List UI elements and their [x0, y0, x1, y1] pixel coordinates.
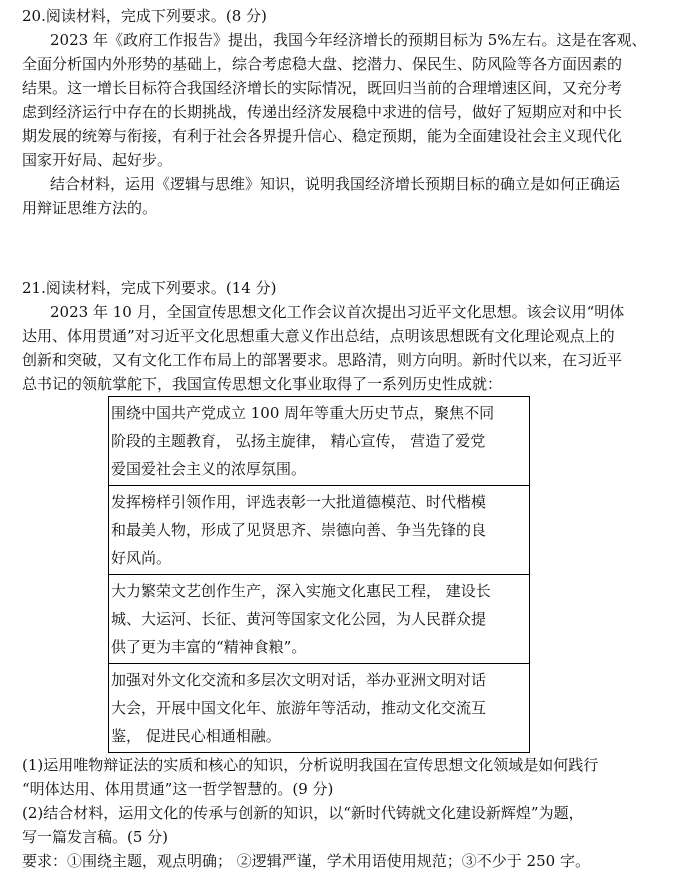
- question-21-heading: 21.阅读材料，完成下列要求。(14 分): [22, 279, 277, 297]
- cell-line: 阶段的主题教育， 弘扬主旋律， 精心宣传， 营造了爱党: [111, 432, 486, 450]
- question-20-prompt: [22, 172, 682, 220]
- achievements-table: [108, 396, 530, 753]
- sub-question-line: 写一篇发言稿。(5 分): [22, 828, 169, 846]
- table-row: [109, 575, 530, 664]
- material-line: 虑到经济运行中存在的长期挑战，传递出经济发展稳中求进的信号，做好了短期应对和中长: [22, 103, 623, 121]
- cell-line: 大会，开展中国文化年、旅游年等活动，推动文化交流互: [111, 699, 487, 717]
- question-21-material: [22, 300, 682, 396]
- table-cell: [109, 664, 530, 753]
- cell-line: 供了更为丰富的“精神食粮”。: [111, 638, 307, 656]
- cell-line: 好风尚。: [111, 549, 172, 567]
- sub-question-line: (2)结合材料，运用文化的传承与创新的知识，以“新时代铸就文化建设新辉煌”为题，: [22, 804, 584, 822]
- cell-line: 发挥榜样引领作用，评选表彰一大批道德模范、时代楷模: [111, 493, 487, 511]
- sub-question-1: [22, 753, 682, 801]
- cell-line: 加强对外文化交流和多层次文明对话，举办亚洲文明对话: [111, 671, 487, 689]
- table-cell: [109, 486, 530, 575]
- requirements: 要求：①围绕主题，观点明确； ②逻辑严谨，学术用语使用规范；③不少于 250 字。: [22, 852, 590, 870]
- material-line: 国家开好局、起好步。: [22, 151, 173, 169]
- material-line: 总书记的领航掌舵下，我国宣传思想文化事业取得了一系列历史性成就：: [22, 375, 503, 393]
- question-20: [22, 4, 682, 220]
- material-line: 结果。这一增长目标符合我国经济增长的实际情况，既回归当前的合理增速区间，又充分考: [22, 79, 623, 97]
- material-line: 2023 年《政府工作报告》提出，我国今年经济增长的预期目标为 5%左右。这是在客观、: [50, 31, 647, 49]
- cell-line: 爱国爱社会主义的浓厚氛围。: [111, 460, 307, 478]
- cell-line: 和最美人物，形成了见贤思齐、崇德向善、争当先锋的良: [111, 521, 487, 539]
- material-line: 达用、体用贯通”对习近平文化思想重大意义作出总结，点明该思想既有文化理论观点上的: [22, 327, 615, 345]
- sub-question-line: “明体达用、体用贯通”这一哲学智慧的。(9 分): [22, 780, 334, 798]
- table-cell: [109, 575, 530, 664]
- prompt-line: 结合材料，运用《逻辑与思维》知识，说明我国经济增长预期目标的确立是如何正确运: [50, 175, 621, 193]
- sub-question-line: (1)运用唯物辩证法的实质和核心的知识，分析说明我国在宣传思想文化领域是如何践行: [22, 756, 599, 774]
- prompt-line: 用辩证思维方法的。: [22, 199, 158, 217]
- question-20-material: [22, 28, 682, 172]
- material-line: 期发展的统筹与衔接，有利于社会各界提升信心、稳定预期，能为全面建设社会主义现代化: [22, 127, 623, 145]
- table-cell: [109, 397, 530, 486]
- table-row: [109, 486, 530, 575]
- cell-line: 鉴， 促进民心相通相融。: [111, 727, 281, 745]
- cell-line: 围绕中国共产党成立 100 周年等重大历史节点，聚焦不同: [111, 404, 495, 422]
- material-line: 全面分析国内外形势的基础上，综合考虑稳大盘、挖潜力、保民生、防风险等各方面因素的: [22, 55, 623, 73]
- table-row: [109, 397, 530, 486]
- table-row: [109, 664, 530, 753]
- material-line: 创新和突破，又有文化工作布局上的部署要求。思路清，则方向明。新时代以来，在习近平: [22, 351, 623, 369]
- question-20-heading: 20.阅读材料，完成下列要求。(8 分): [22, 7, 267, 25]
- material-line: 2023 年 10 月，全国宣传思想文化工作会议首次提出习近平文化思想。该会议用“明体: [50, 303, 625, 321]
- cell-line: 大力繁荣文艺创作生产，深入实施文化惠民工程， 建设长: [111, 582, 491, 600]
- question-21: [22, 276, 682, 873]
- cell-line: 城、大运河、长征、黄河等国家文化公园，为人民群众提: [111, 610, 487, 628]
- sub-question-2: [22, 801, 682, 849]
